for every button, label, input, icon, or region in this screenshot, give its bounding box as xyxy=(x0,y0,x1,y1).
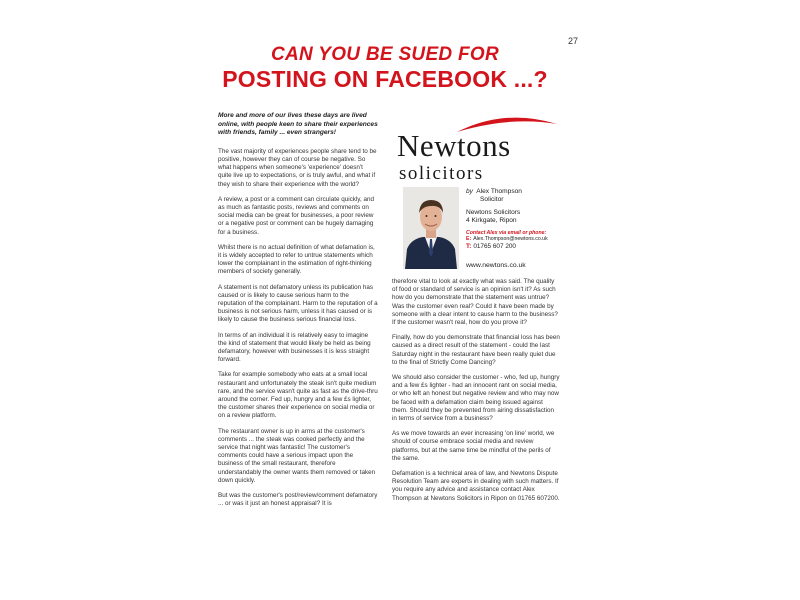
website-link[interactable]: www.newtons.co.uk xyxy=(466,262,526,269)
body-paragraph: Take for example somebody who eats at a small local restaurant and unfortunately the steak isn't quite medium rare, and the service wasn't quite as fast as the drive-thru around the corner. Fed up, hungry and a few £s lighter, the customer shares their experience on social media or on a review platform. xyxy=(218,371,378,420)
left-column xyxy=(218,112,378,516)
author-photo xyxy=(403,187,459,269)
author-email[interactable]: Alex.Thompson@newtons.co.uk xyxy=(473,236,548,243)
body-paragraph: In terms of an individual it is relatively easy to imagine the kind of statement that would likely be held as being defamatory, however with businesses it is less straight forward. xyxy=(218,331,371,364)
body-paragraph: As we move towards an ever increasing 'on line' world, we should of course embrace social media and review platforms, but at the same time be mindful of the perils of the same. xyxy=(392,430,555,462)
author-by: by xyxy=(466,188,473,195)
email-label: E: xyxy=(466,236,472,243)
body-paragraph: Defamation is a technical area of law, and Newtons Dispute Resolution Team are experts in dealing with such matters. If you require any advice and assistance contact Alex Thompson at Newtons Solicitors in Ripon on 01765 607200. xyxy=(392,470,560,502)
intro-paragraph: More and more of our lives these days are lived online, with people keen to share their experiences with friends, family ... even strangers! xyxy=(218,112,378,137)
headline-line-1: CAN YOU BE SUED FOR xyxy=(270,44,500,65)
logo-wordmark: Newtons xyxy=(397,128,511,163)
body-paragraph: We should also consider the customer - who, fed up, hungry and a few £s lighter - had an innocent rant on social media, or who left an honest but negative review and who may now be faced with a defamation claim being issued against them. Should they be prevented from airing dissatisfaction in terms of service from a business? xyxy=(392,374,560,423)
page-number: 27 xyxy=(568,36,579,46)
author-phone: 01765 607 200 xyxy=(473,242,516,250)
body-paragraph: The restaurant owner is up in arms at the customer's comments ... the steak was cooked perfectly and the service that night was fantastic! The customer's comments could have a serious impact upon the business of the small restaurant, therefore understandably the owner wants them removed or taken down quickly. xyxy=(218,427,376,484)
phone-label: T: xyxy=(466,242,472,250)
right-column xyxy=(392,278,560,510)
body-paragraph: therefore vital to look at exactly what was said. The quality of food or standard of service is an opinion isn't it? As such how do you demonstrate that the statement was untrue? Was the customer even real? Could it have been made by someone with a clear intent to cause harm to the business? If the customer wasn't real, how do you prove it? xyxy=(392,278,558,327)
author-name: Alex Thompson xyxy=(476,188,522,195)
body-paragraph: A review, a post or a comment can circulate quickly, and as much as fantastic posts, reviews and comments on social media can be great for businesses, a poor review or a negative post or comment can be hugely damaging for a business. xyxy=(218,195,374,236)
body-paragraph: The vast majority of experiences people share tend to be positive, however they can of course be negative. So what happens when someone's 'experience' doesn't quite live up to expectations, or is truly awful, and what if they wish to share their experience with the world? xyxy=(218,147,377,188)
logo-subtitle: solicitors xyxy=(399,163,484,184)
body-paragraph: Finally, how do you demonstrate that financial loss has been caused as a direct result of the statement - could the last Saturday night in the restaurant have been really quiet due to the final of Strictly Come Dancing? xyxy=(392,334,560,366)
newtons-logo xyxy=(395,108,560,188)
body-paragraph: But was the customer's post/review/comment defamatory ... or was it just an honest appraisal? It is xyxy=(218,492,378,508)
author-role: Solicitor xyxy=(480,196,504,204)
firm-name: Newtons Solicitors xyxy=(466,208,521,216)
author-block xyxy=(466,188,566,250)
contact-heading: Contact Alex via email or phone: xyxy=(466,229,547,236)
headline-line-2: POSTING ON FACEBOOK ...? xyxy=(222,66,548,92)
body-paragraph: Whilst there is no actual definition of what defamation is, it is widely accepted to refer to untrue statements which lower the complainant in the estimation of right-thinking members of society generally. xyxy=(218,243,375,276)
body-paragraph: A statement is not defamatory unless its publication has caused or is likely to cause serious harm to the reputation of the complainant. Harm to the reputation of a business is not serious harm, unless it has caused or is likely to cause the business serious financial loss. xyxy=(218,283,378,324)
firm-address: 4 Kirkgate, Ripon xyxy=(466,217,517,225)
